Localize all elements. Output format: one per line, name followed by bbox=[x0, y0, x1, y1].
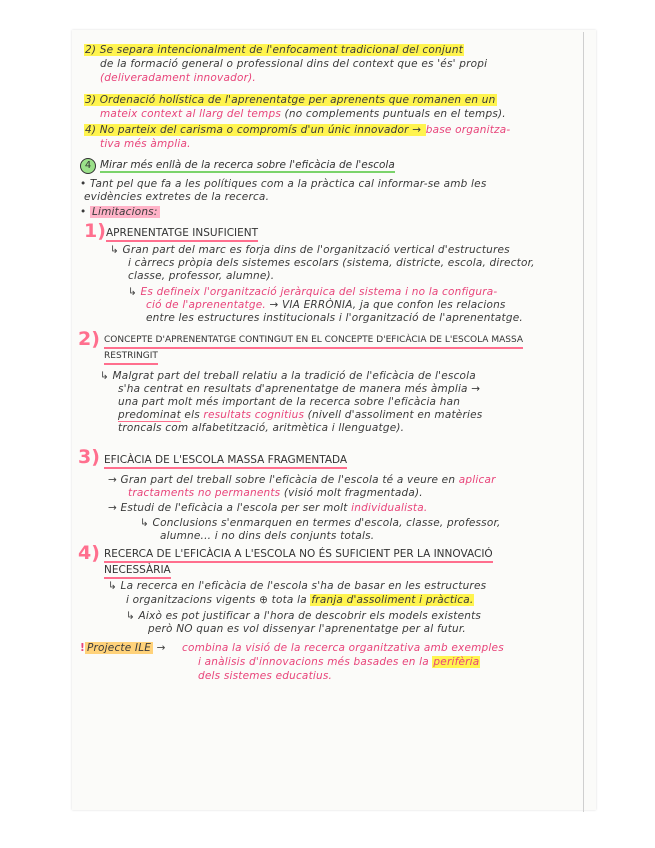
section-title-3: EFICÀCIA DE L'ESCOLA MASSA FRAGMENTADA bbox=[104, 454, 347, 469]
page-edge bbox=[583, 32, 584, 812]
point-2-line-2: de la formació general o professional dins del context que es 'és' propi bbox=[100, 58, 488, 70]
section-heading-4: 4 Mirar més enllà de la recerca sobre l'eficàcia de l'escola bbox=[80, 158, 395, 174]
project-ile-line-1: combina la visió de la recerca organitzativa amb exemples bbox=[182, 642, 504, 654]
section-number-3: 3) bbox=[78, 446, 100, 468]
section-2-line-5: troncals com alfabetització, aritmètica i llenguatge). bbox=[118, 422, 405, 434]
point-2-line-1: 2) Se separa intencionalment de l'enfocament tradicional del conjunt bbox=[85, 44, 464, 56]
section-number-4: 4) bbox=[78, 542, 100, 564]
section-2-line-4: predominat els resultats cognitius (nivell d'assoliment en matèries bbox=[118, 409, 483, 421]
section-3-line-4: ↳ Conclusions s'enmarquen en termes d'escola, classe, professor, bbox=[140, 517, 501, 529]
section-1-line-6: entre les estructures institucionals i l'organització de l'aprenentatge. bbox=[146, 312, 523, 324]
section-2-line-3: una part molt més important de la recerca sobre l'eficàcia han bbox=[118, 396, 461, 408]
section-3-line-3: → Estudi de l'eficàcia a l'escola per ser molt individualista. bbox=[108, 502, 428, 514]
point-4-line-2: tiva més àmplia. bbox=[100, 138, 191, 150]
section-1-line-1: ↳ Gran part del marc es forja dins de l'organització vertical d'estructures bbox=[110, 244, 510, 256]
section-3-line-1: → Gran part del treball sobre l'eficàcia de l'escola té a veure en aplicar bbox=[108, 474, 496, 486]
exclamation-icon: ! bbox=[80, 642, 85, 654]
section-1-line-2: i càrrecs pròpia dels sistemes escolars (sistema, districte, escola, director, bbox=[128, 257, 535, 269]
limitations-label: • Limitacions: bbox=[80, 206, 158, 218]
circled-number-4: 4 bbox=[80, 158, 96, 174]
section-1-line-3: classe, professor, alumne). bbox=[128, 270, 275, 282]
point-2-line-3: (deliveradament innovador). bbox=[100, 72, 256, 84]
project-ile-line-3: dels sistemes educatius. bbox=[198, 670, 333, 682]
section-title-1: APRENENTATGE INSUFICIENT bbox=[106, 227, 258, 242]
section-title-2-line-1: CONCEPTE D'APRENENTATGE CONTINGUT EN EL CONCEPTE D'EFICÀCIA DE L'ESCOLA MASSA bbox=[104, 334, 523, 349]
section-4-line-2: i organitzacions vigents ⊕ tota la franja d'assoliment i pràctica. bbox=[126, 594, 474, 606]
section-number-2: 2) bbox=[78, 328, 100, 350]
section-title-4-line-2: NECESSÀRIA bbox=[104, 564, 171, 579]
section-4-line-1: ↳ La recerca en l'eficàcia de l'escola s'ha de basar en les estructures bbox=[108, 580, 487, 592]
section-3-line-5: alumne... i no dins dels conjunts totals. bbox=[160, 530, 375, 542]
section-4-line-4: però NO quan es vol dissenyar l'aprenentatge per al futur. bbox=[148, 623, 466, 635]
section-4-line-3: ↳ Això es pot justificar a l'hora de descobrir els models existents bbox=[126, 610, 482, 622]
section-2-line-2: s'ha centrat en resultats d'aprenentatge de manera més àmplia → bbox=[118, 383, 481, 395]
project-ile-label: ! Projecte ILE → bbox=[80, 642, 166, 654]
section-1-line-5: ció de l'aprenentatge. → VIA ERRÒNIA, ja que confon les relacions bbox=[146, 299, 506, 311]
section-title-4-line-1: RECERCA DE L'EFICÀCIA A L'ESCOLA NO ÉS SUFICIENT PER LA INNOVACIÓ bbox=[104, 548, 493, 563]
point-4-line-1: 4) No parteix del carisma o compromís d'un únic innovador → base organitza- bbox=[85, 124, 511, 136]
intro-line-2: evidències extretes de la recerca. bbox=[84, 191, 270, 203]
point-3-line-1: 3) Ordenació holística de l'aprenentatge per aprenents que romanen en un bbox=[85, 94, 496, 106]
section-1-line-4: ↳ Es defineix l'organització jeràrquica del sistema i no la configura- bbox=[128, 286, 498, 298]
section-title-2-line-2: RESTRINGIT bbox=[104, 350, 158, 365]
section-2-line-1: ↳ Malgrat part del treball relatiu a la tradició de l'eficàcia de l'escola bbox=[100, 370, 476, 382]
section-number-1: 1) bbox=[84, 220, 106, 242]
point-3-line-2: mateix context al llarg del temps (no complements puntuals en el temps). bbox=[100, 108, 506, 120]
project-ile-line-2: i anàlisis d'innovacions més basades en la perifèria bbox=[198, 656, 480, 668]
section-3-line-2: tractaments no permanents (visió molt fragmentada). bbox=[128, 487, 423, 499]
intro-line-1: • Tant pel que fa a les polítiques com a la pràctica cal informar-se amb les bbox=[80, 178, 487, 190]
